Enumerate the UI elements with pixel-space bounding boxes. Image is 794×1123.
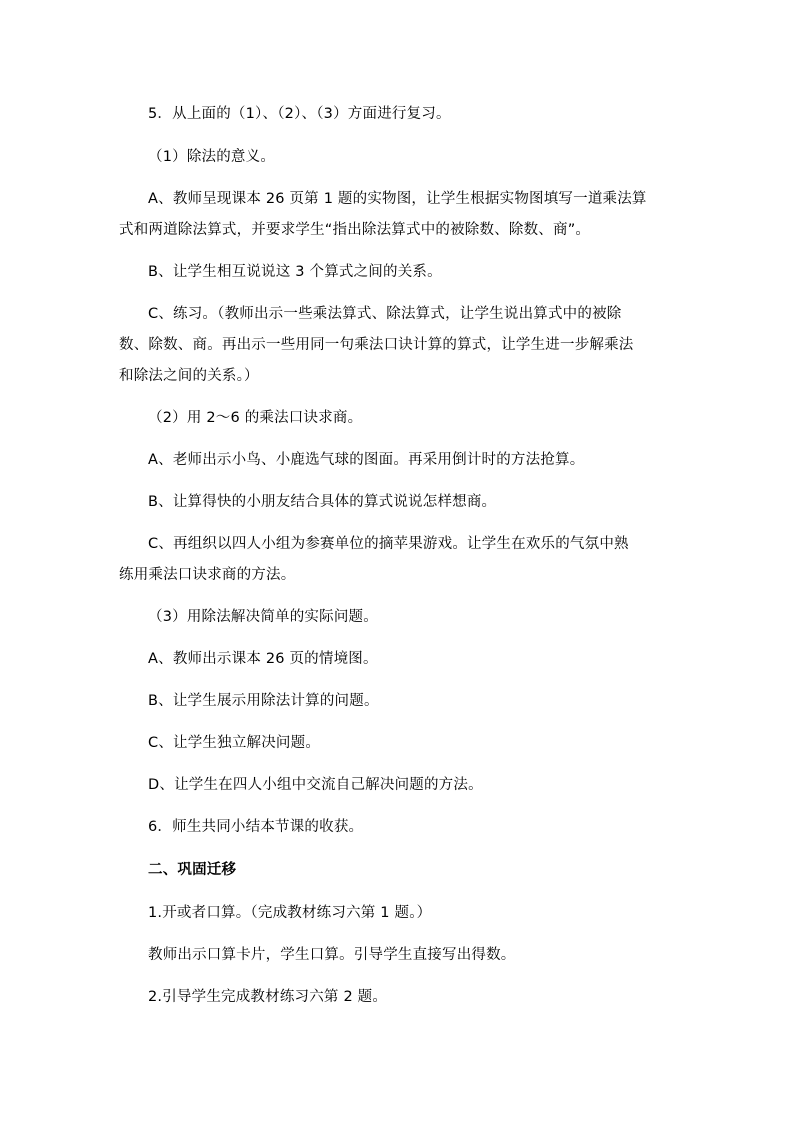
paragraph-c-line-1: C、练习。（教师出示一些乘法算式、除法算式，让学生说出算式中的被除 xyxy=(148,306,622,322)
paragraph-a-line-1: A、教师呈现课本 26 页第 1 题的实物图，让学生根据实物图填写一道乘法算 xyxy=(148,191,647,207)
section-1-heading: （1）除法的意义。 xyxy=(148,149,276,165)
section-heading-consolidation: 二、巩固迁移 xyxy=(148,862,237,878)
paragraph-2c-line-2: 练用乘法口诀求商的方法。 xyxy=(119,567,296,583)
paragraph-a-line-2: 式和两道除法算式，并要求学生“指出除法算式中的被除数、除数、商”。 xyxy=(119,222,591,238)
paragraph-2b: B、让算得快的小朋友结合具体的算式说说怎样想商。 xyxy=(148,494,497,510)
exercise-1-note: 教师出示口算卡片，学生口算。引导学生直接写出得数。 xyxy=(148,947,516,963)
section-3-heading: （3）用除法解决简单的实际问题。 xyxy=(148,609,378,625)
paragraph-2c-line-1: C、再组织以四人小组为参赛单位的摘苹果游戏。让学生在欢乐的气氛中熟 xyxy=(148,536,629,552)
paragraph-3d: D、让学生在四人小组中交流自己解决问题的方法。 xyxy=(148,777,483,793)
paragraph-3a: A、教师出示课本 26 页的情境图。 xyxy=(148,651,378,667)
exercise-2: 2.引导学生完成教材练习六第 2 题。 xyxy=(148,989,388,1005)
exercise-1: 1.开或者口算。（完成教材练习六第 1 题。） xyxy=(148,905,432,921)
paragraph-3b: B、让学生展示用除法计算的问题。 xyxy=(148,693,379,709)
paragraph-c-line-2: 数、除数、商。再出示一些用同一句乘法口诀计算的算式，让学生进一步解乘法 xyxy=(119,337,634,353)
section-2-heading: （2）用 2～6 的乘法口诀求商。 xyxy=(148,410,363,426)
review-step-5: 5．从上面的（1）、（2）、（3）方面进行复习。 xyxy=(148,106,451,122)
paragraph-c-line-3: 和除法之间的关系。） xyxy=(119,368,259,384)
review-step-6: 6．师生共同小结本节课的收获。 xyxy=(148,819,364,835)
paragraph-2a: A、老师出示小鸟、小鹿选气球的图面。再采用倒计时的方法抢算。 xyxy=(148,452,585,468)
paragraph-3c: C、让学生独立解决问题。 xyxy=(148,735,321,751)
paragraph-b: B、让学生相互说说这 3 个算式之间的关系。 xyxy=(148,264,442,280)
